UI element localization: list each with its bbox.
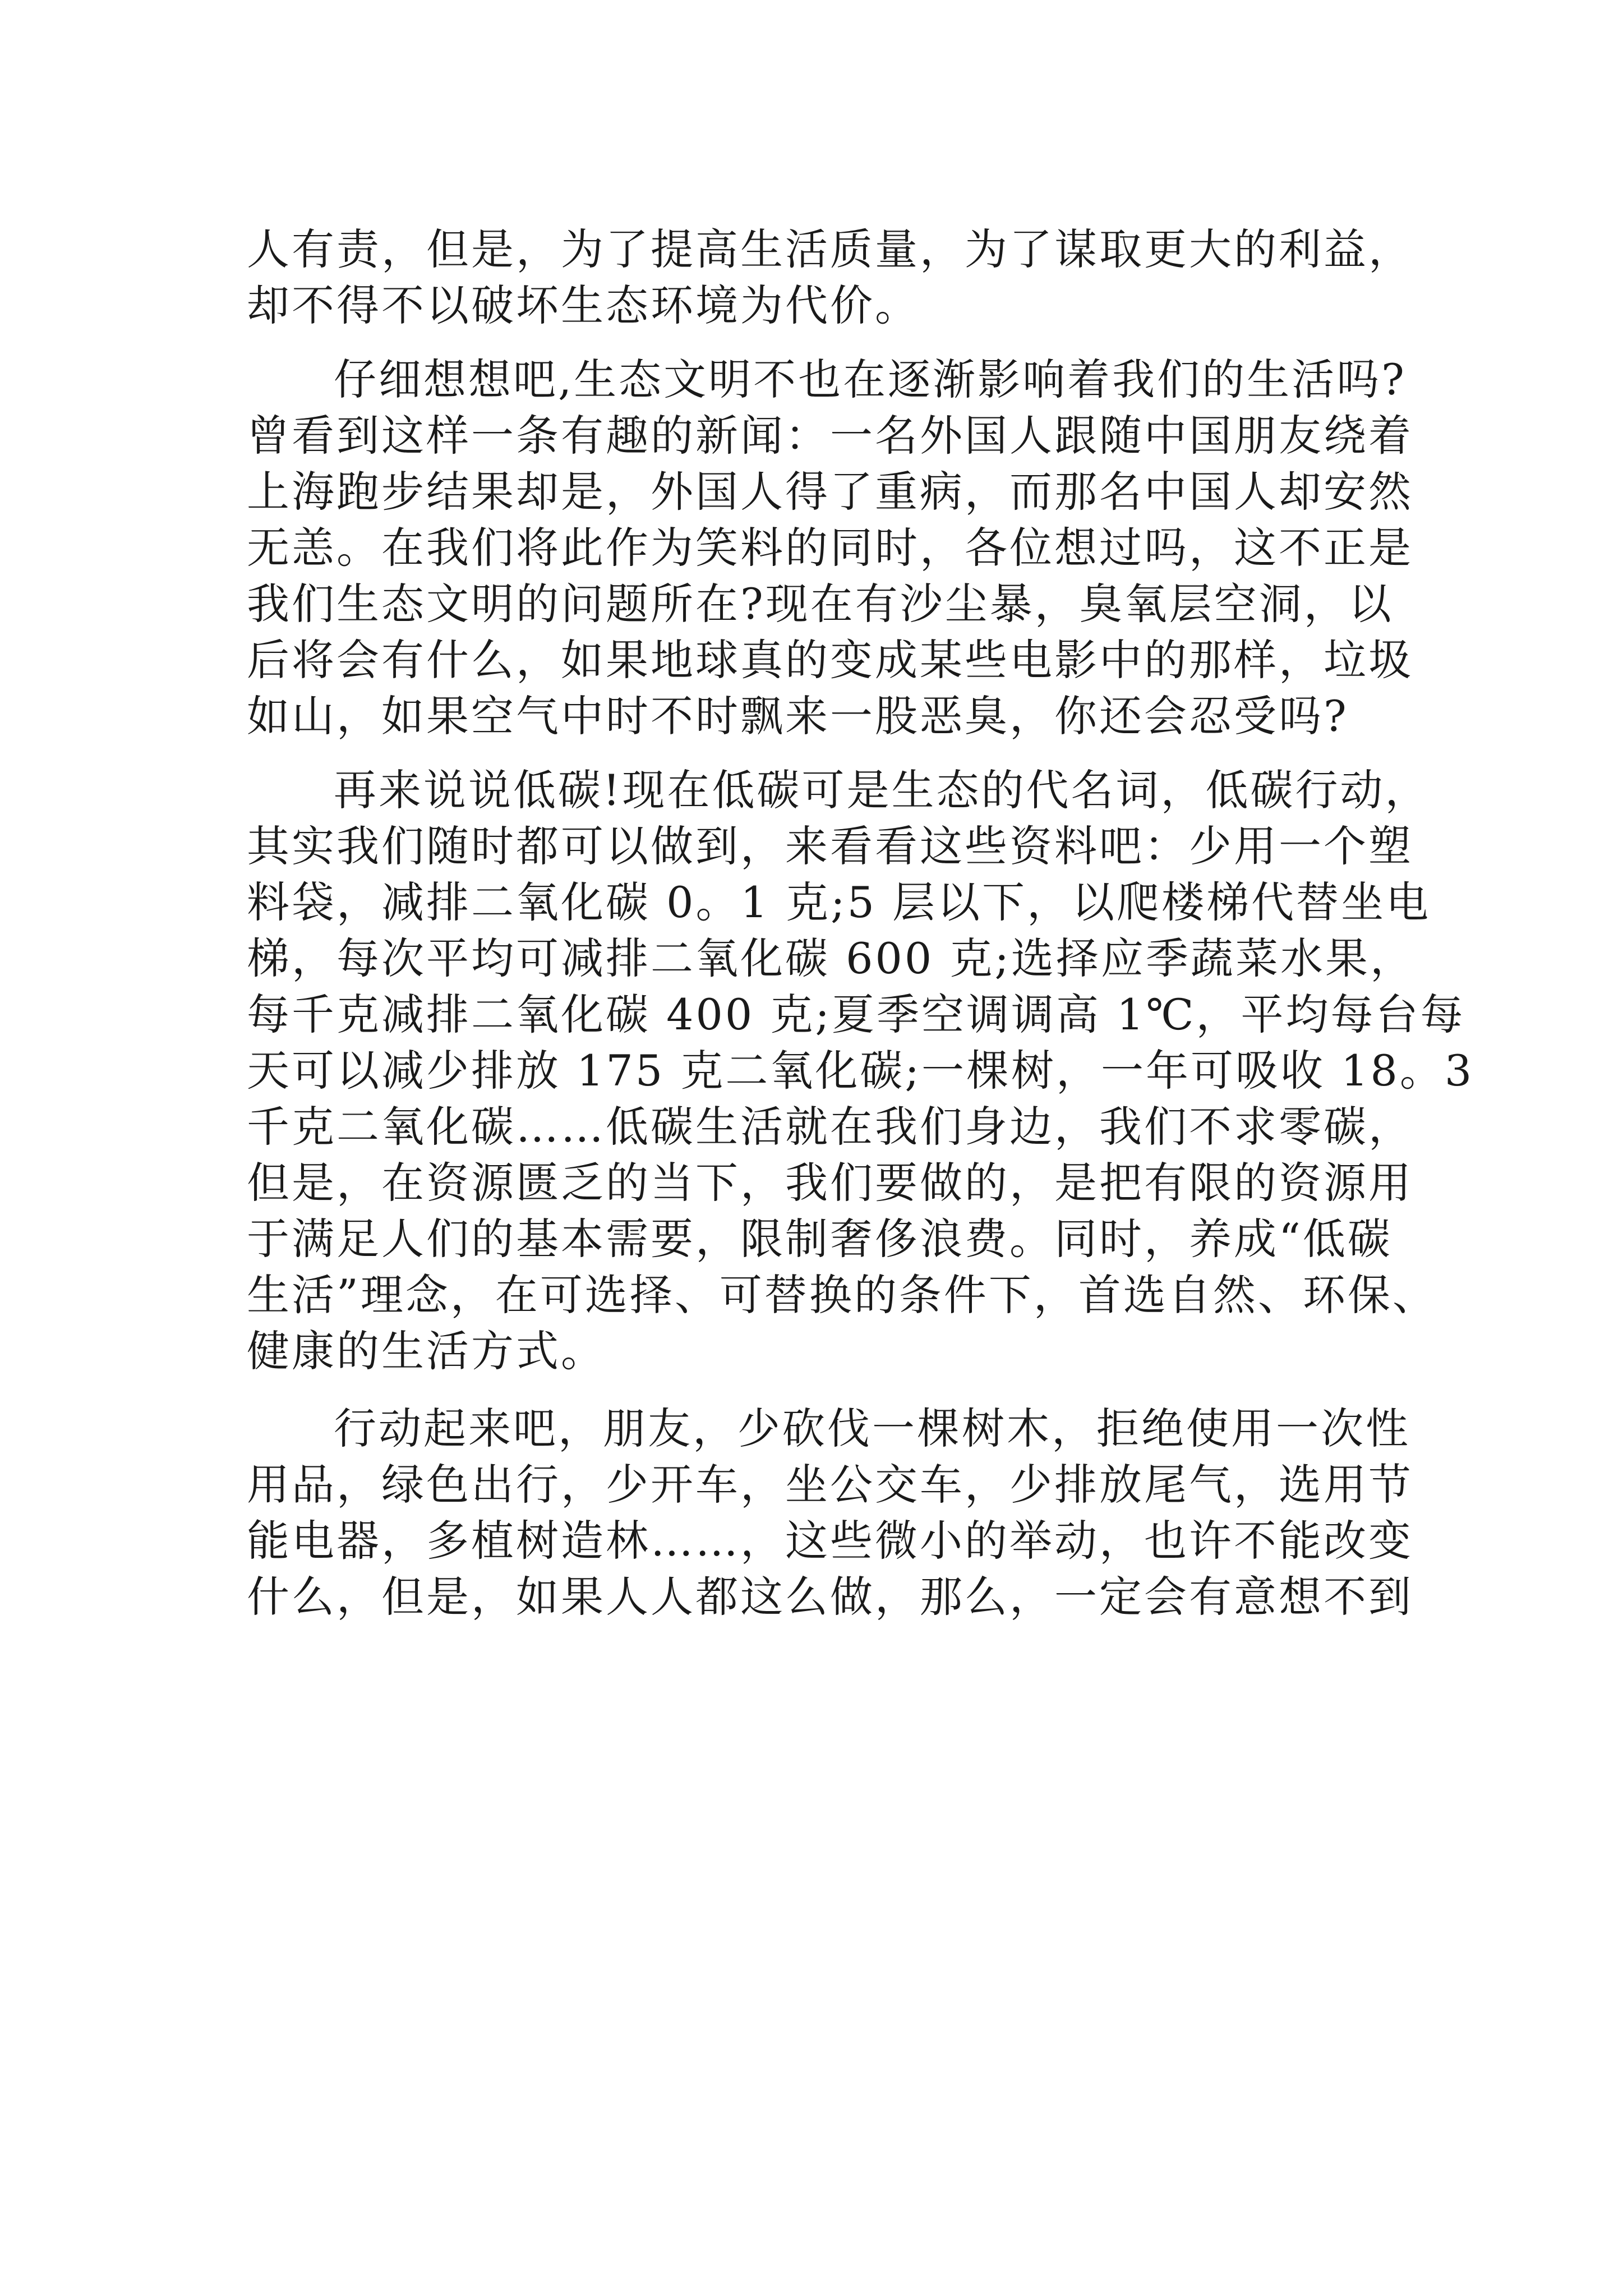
text-line: 料袋，减排二氧化碳 0。1 克;5 层以下，以爬楼梯代替坐电 — [247, 877, 1431, 927]
text-line: 其实我们随时都可以做到，来看看这些资料吧：少用一个塑 — [247, 821, 1413, 871]
text-line: 用品，绿色出行，少开车，坐公交车，少排放尾气，选用节 — [247, 1460, 1413, 1510]
paragraph — [247, 762, 1474, 1379]
text-line: 我们生态文明的问题所在?现在有沙尘暴，臭氧层空洞，以 — [247, 579, 1394, 629]
text-line: 每千克减排二氧化碳 400 克;夏季空调调高 1℃，平均每台每 — [247, 990, 1465, 1039]
text-line: 上海跑步结果却是，外国人得了重病，而那名中国人却安然 — [247, 467, 1413, 517]
text-line: 再来说说低碳!现在低碳可是生态的代名词，低碳行动， — [334, 765, 1430, 815]
text-line: 仔细想想吧,生态文明不也在逐渐影响着我们的生活吗? — [334, 355, 1407, 404]
paragraph — [247, 1401, 1413, 1625]
paragraph — [247, 352, 1413, 744]
paragraph — [247, 222, 1413, 334]
text-line: 人有责，但是，为了提高生活质量，为了谋取更大的利益， — [247, 224, 1413, 274]
body-text — [247, 222, 1474, 1625]
text-line: 梯，每次平均可减排二氧化碳 600 克;选择应季蔬菜水果， — [247, 933, 1415, 983]
text-line: 后将会有什么，如果地球真的变成某些电影中的那样，垃圾 — [247, 635, 1413, 685]
text-line: 天可以减少排放 175 克二氧化碳;一棵树，一年可吸收 18。3 — [247, 1046, 1474, 1096]
text-line: 如山，如果空气中时不时飘来一股恶臭，你还会忍受吗? — [247, 691, 1349, 741]
text-line: 生活”理念，在可选择、可替换的条件下，首选自然、环保、 — [247, 1270, 1437, 1320]
text-line: 但是，在资源匮乏的当下，我们要做的，是把有限的资源用 — [247, 1158, 1413, 1208]
text-line: 无恙。在我们将此作为笑料的同时，各位想过吗，这不正是 — [247, 523, 1413, 573]
text-line: 千克二氧化碳……低碳生活就在我们身边，我们不求零碳， — [247, 1102, 1413, 1152]
text-line: 能电器，多植树造林……，这些微小的举动，也许不能改变 — [247, 1516, 1413, 1566]
text-line: 什么，但是，如果人人都这么做，那么，一定会有意想不到 — [247, 1572, 1413, 1622]
text-line: 健康的生活方式。 — [247, 1326, 606, 1376]
text-line: 曾看到这样一条有趣的新闻：一名外国人跟随中国朋友绕着 — [247, 411, 1413, 461]
text-line: 却不得不以破坏生态环境为代价。 — [247, 280, 920, 330]
text-line: 行动起来吧，朋友，少砍伐一棵树木，拒绝使用一次性 — [334, 1404, 1410, 1453]
text-line: 于满足人们的基本需要，限制奢侈浪费。同时，养成“低碳 — [247, 1214, 1393, 1264]
